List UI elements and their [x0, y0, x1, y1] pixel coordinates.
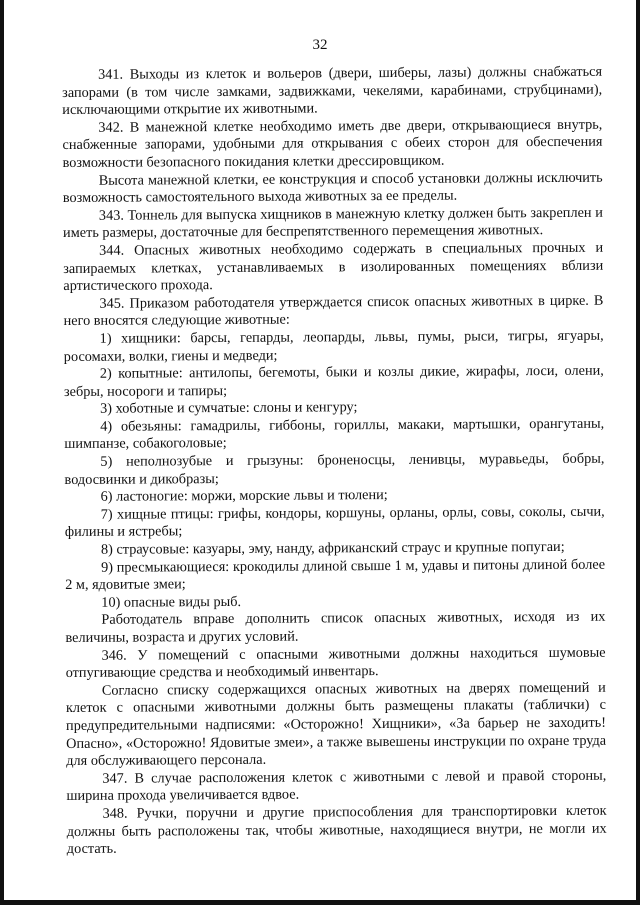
- scan-border-left: [0, 0, 4, 905]
- paragraph-344: 344. Опасных животных необходимо содержать в специальных прочных и запираемых клетках, устанавливаемых в изолированных помещениях вблизи артистического прохода.: [63, 239, 604, 295]
- body-text: [62, 64, 607, 859]
- list-item-reptiles: 9) пресмыкающиеся: крокодилы длиной свыше 1 м, удавы и питоны длиной более 2 м, ядовитые змеи;: [65, 556, 606, 594]
- list-item-birds-of-prey: 7) хищные птицы: грифы, кондоры, коршуны, орланы, орлы, совы, соколы, сычи, филины и ястребы;: [64, 503, 605, 541]
- list-item-edentates-rodents: 5) неполнозубые и грызуны: броненосцы, ленивцы, муравьеды, бобры, водосвинки и дикобразы;: [64, 450, 605, 488]
- paragraph-347: 347. В случае расположения клеток с животными с левой и правой стороны, ширина прохода увеличивается вдвое.: [66, 767, 607, 805]
- list-item-fish: 10) опасные виды рыб.: [101, 593, 242, 611]
- paragraph-342-height: Высота манежной клетки, ее конструкция и способ установки должны исключить возможность самостоятельного выхода животных за ее пределы.: [62, 169, 603, 207]
- paragraph-346: 346. У помещений с опасными животными должны находиться шумовые отпугивающие средства и необходимый инвентарь.: [65, 644, 606, 682]
- paragraph-346-signs: Согласно списку содержащихся опасных животных на дверях помещений и клеток с опасными животными должны быть размещены плакаты (таблички) с предупредительными надписями: «Осторожно! Хищники», «За барьер не заходить! Опасно», «Осторожно! Ядовитые змеи», а также вывешены инструкции по охране труда для обслуживающего персонала.: [65, 679, 607, 770]
- paragraph-345: 345. Приказом работодателя утверждается список опасных животных в цирке. В него вносятся следующие животные:: [63, 292, 604, 330]
- page-number: 32: [312, 37, 328, 53]
- list-item-predators: 1) хищники: барсы, гепарды, леопарды, львы, пумы, рыси, тигры, ягуары, росомахи, волки, гиены и медведи;: [63, 327, 604, 365]
- paragraph-341: 341. Выходы из клеток и вольеров (двери, шиберы, лазы) должны снабжаться запорами (в том числе замками, задвижками, чекелями, карабинами, струбцинами), исключающими открытие их животными.: [62, 63, 603, 119]
- list-item-primates: 4) обезьяны: гамадрилы, гиббоны, гориллы, макаки, мартышки, орангутаны, шимпанзе, собакоголовые;: [64, 415, 605, 453]
- paragraph-employer-list: Работодатель вправе дополнить список опасных животных, исходя из их величины, возраста и других условий.: [65, 609, 606, 646]
- list-item-ratites: 8) страусовые: казуары, эму, нанду, африканский страус и крупные попугаи;: [100, 538, 565, 558]
- scan-border-bottom: [0, 900, 640, 905]
- list-item-proboscideans: 3) хоботные и сумчатые: слоны и кенгуру;: [100, 399, 358, 418]
- list-item-ungulates: 2) копытные: антилопы, бегемоты, быки и козлы дикие, жирафы, лоси, олени, зебры, носороги и тапиры;: [63, 362, 604, 400]
- list-item-pinnipeds: 6) ластоногие: моржи, морские львы и тюлени;: [100, 487, 388, 506]
- paragraph-348: 348. Ручки, поручни и другие приспособления для транспортировки клеток должны быть расположены так, чтобы животные, находящиеся внутри, не могли их достать.: [66, 802, 607, 858]
- paragraph-343: 343. Тоннель для выпуска хищников в манежную клетку должен быть закреплен и иметь размеры, достаточные для беспрепятственного перемещения животных.: [62, 204, 603, 242]
- paragraph-342: 342. В манежной клетке необходимо иметь две двери, открывающиеся внутрь, снабженные запорами, удобными для открывания с обеих сторон для обеспечения возможности безопасного покидания клетки дрессировщиком.: [62, 116, 603, 171]
- scan-border-right: [636, 0, 640, 905]
